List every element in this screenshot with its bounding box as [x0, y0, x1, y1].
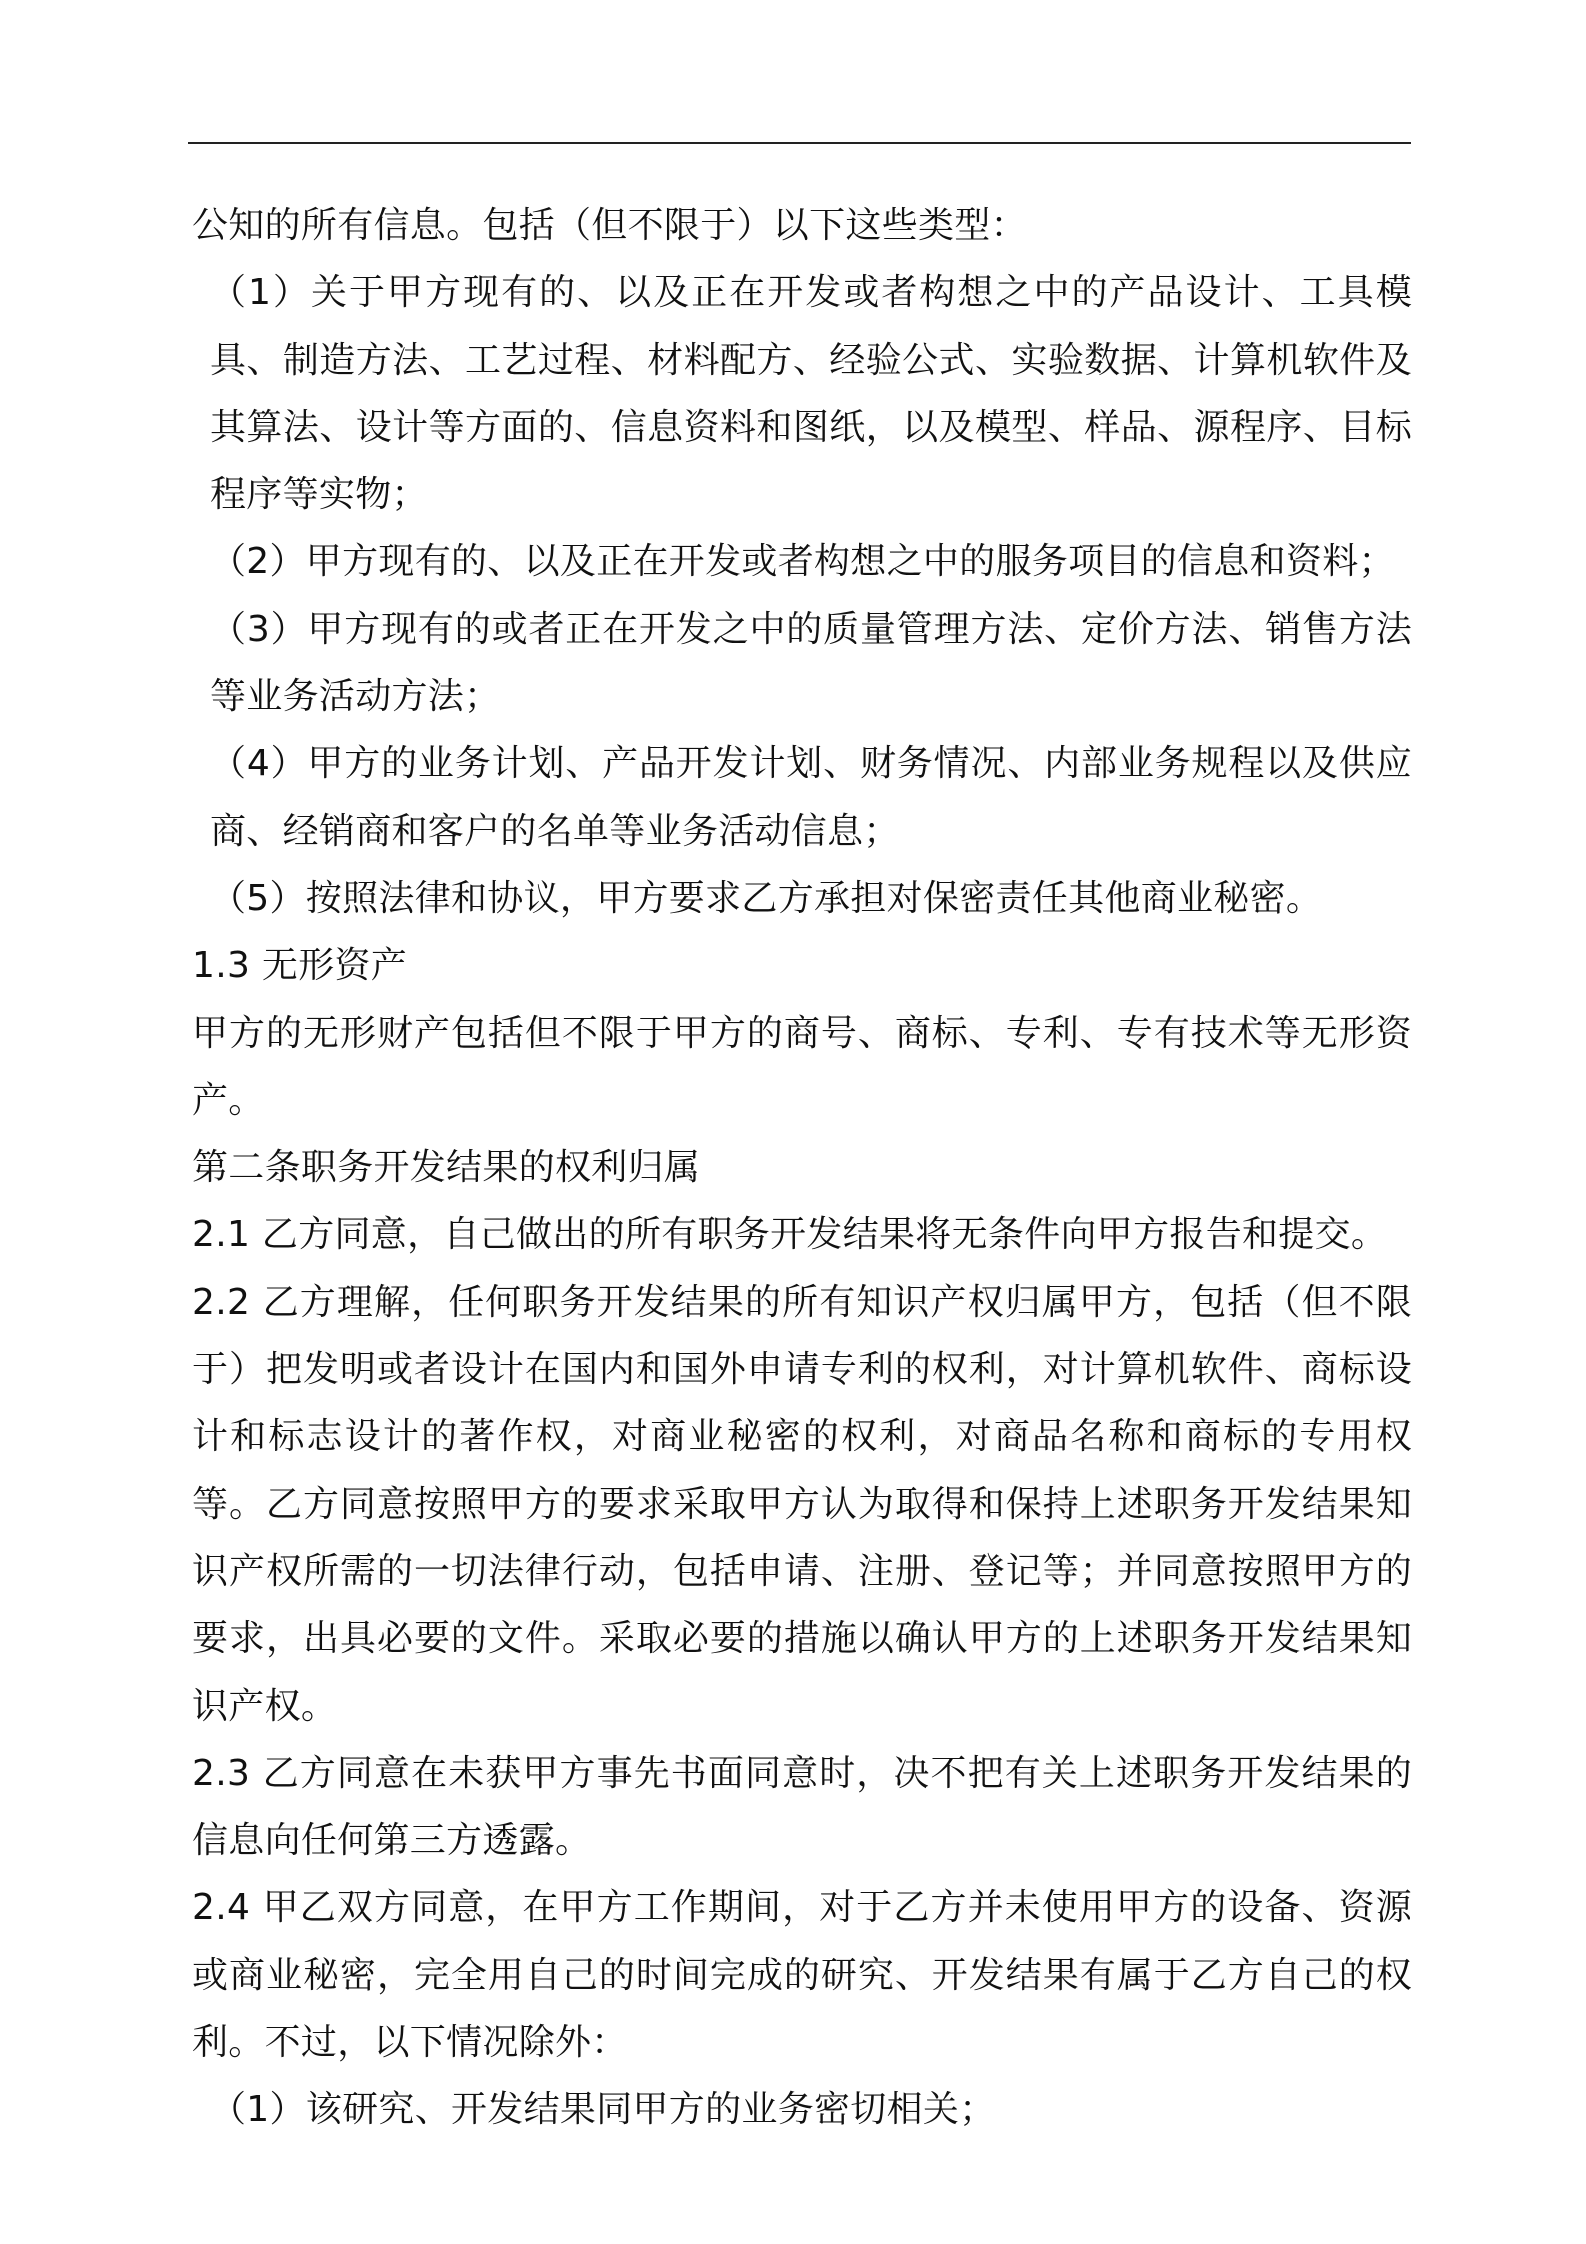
- paragraph-intro: 公知的所有信息。包括（但不限于）以下这些类型：: [192, 205, 1027, 246]
- clause-2-3: 2.3 乙方同意在未获甲方事先书面同意时，决不把有关上述职务开发结果的信息向任何第三方透露。: [192, 1752, 1412, 1862]
- article-heading-2: 第二条职务开发结果的权利归属: [192, 1147, 701, 1189]
- clause-2-2: 2.2 乙方理解，任何职务开发结果的所有知识产权归属甲方，包括（但不限于）把发明或者设计在国内和国外申请专利的权利，对计算机软件、商标设计和标志设计的著作权，对商业秘密的权利，对商品名称和商标的专用权等。乙方同意按照甲方的要求采取甲方认为取得和保持上述职务开发结果知识产权所需的一切法律行动，包括申请、注册、登记等；并同意按照甲方的要求，出具必要的文件。采取必要的措施以确认甲方的上述职务开发结果知识产权。: [192, 1281, 1412, 1727]
- clause-2-4: 2.4 甲乙双方同意，在甲方工作期间，对于乙方并未使用甲方的设备、资源或商业秘密，完全用自己的时间完成的研究、开发结果有属于乙方自己的权利。不过，以下情况除外：: [192, 1887, 1412, 2064]
- list-item-2: （2）甲方现有的、以及正在开发或者构想之中的服务项目的信息和资料；: [210, 541, 1395, 583]
- header-rule: [188, 142, 1411, 144]
- exception-item-1: （1）该研究、开发结果同甲方的业务密切相关；: [210, 2089, 996, 2131]
- paragraph-intangible-assets: 甲方的无形财产包括但不限于甲方的商号、商标、专利、专有技术等无形资产。: [192, 1012, 1412, 1121]
- list-item-1: （1）关于甲方现有的、以及正在开发或者构想之中的产品设计、工具模具、制造方法、工艺过程、材料配方、经验公式、实验数据、计算机软件及其算法、设计等方面的、信息资料和图纸，以及模型、样品、源程序、目标程序等实物；: [210, 272, 1412, 516]
- list-item-5: （5）按照法律和协议，甲方要求乙方承担对保密责任其他商业秘密。: [210, 877, 1323, 919]
- section-heading-1-3: 1.3 无形资产: [192, 945, 408, 987]
- document-body: [192, 192, 1412, 2144]
- clause-2-1: 2.1 乙方同意，自己做出的所有职务开发结果将无条件向甲方报告和提交。: [192, 1214, 1388, 1256]
- list-item-4: （4）甲方的业务计划、产品开发计划、财务情况、内部业务规程以及供应商、经销商和客户的名单等业务活动信息；: [210, 743, 1412, 852]
- list-item-3: （3）甲方现有的或者正在开发之中的质量管理方法、定价方法、销售方法等业务活动方法；: [210, 608, 1412, 718]
